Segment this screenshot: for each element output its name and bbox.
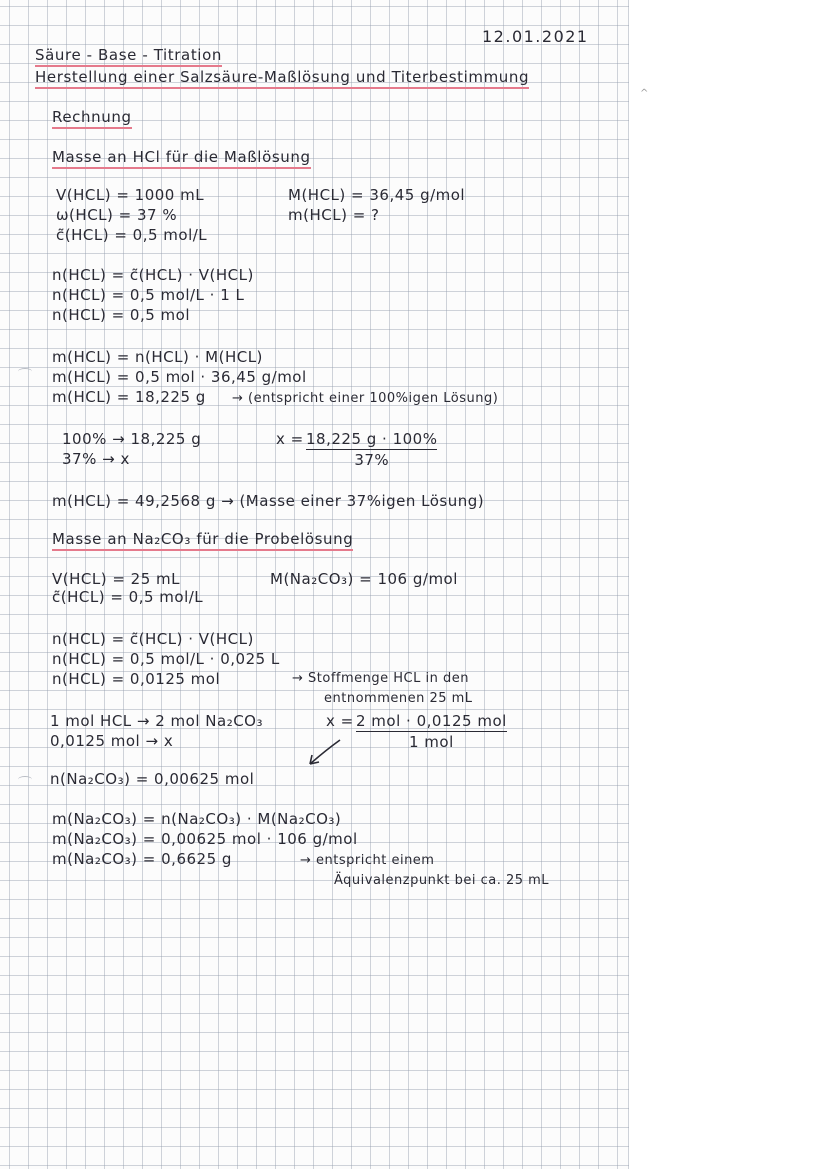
given-mass-fraction: ω(HCL) = 37 % (56, 206, 178, 224)
curved-arrow-icon (300, 738, 344, 768)
result-line: m(HCL) = 49,2568 g → (Masse einer 37%igen Lösung) (52, 492, 485, 510)
caret-mark-icon: ^ (640, 88, 649, 99)
ratio-line: 0,0125 mol → x (50, 732, 174, 750)
ratio-line: 1 mol HCL → 2 mol Na₂CO₃ (50, 712, 264, 730)
annotation-note: Äquivalenzpunkt bei ca. 25 mL (334, 873, 550, 888)
page-title: Säure - Base - Titration (35, 46, 222, 64)
annotation-note: → Stoffmenge HCL in den (292, 671, 469, 686)
fraction-denominator: 37% (354, 451, 390, 469)
punch-hole-mark (18, 776, 32, 783)
annotation-note: entnommenen 25 mL (324, 691, 473, 706)
given-concentration: c̃(HCL) = 0,5 mol/L (56, 226, 208, 244)
fraction-prefix: x = (326, 712, 354, 730)
ratio-line: 37% → x (62, 450, 130, 468)
page-edge-line (628, 0, 629, 1169)
calc-line: n(HCL) = 0,0125 mol (52, 670, 221, 688)
annotation-note: → entspricht einem (300, 853, 435, 868)
punch-hole-mark (18, 368, 32, 375)
annotation-note: → (entspricht einer 100%igen Lösung) (232, 391, 499, 406)
calc-line: m(Na₂CO₃) = 0,6625 g (52, 850, 232, 868)
calc-line: m(Na₂CO₃) = n(Na₂CO₃) · M(Na₂CO₃) (52, 810, 342, 828)
result-line: n(Na₂CO₃) = 0,00625 mol (50, 770, 255, 788)
part1-heading: Masse an HCl für die Maßlösung (52, 148, 311, 166)
calc-line: m(Na₂CO₃) = 0,00625 mol · 106 g/mol (52, 830, 358, 848)
given-volume: V(HCL) = 1000 mL (56, 186, 205, 204)
calc-line: m(HCL) = 18,225 g (52, 388, 206, 406)
given-concentration: c̃(HCL) = 0,5 mol/L (52, 588, 204, 606)
date-label: 12.01.2021 (482, 27, 589, 46)
calc-line: n(HCL) = 0,5 mol/L · 0,025 L (52, 650, 280, 668)
unknown-mass: m(HCL) = ? (288, 206, 380, 224)
ratio-line: 100% → 18,225 g (62, 430, 202, 448)
fraction-numerator: 18,225 g · 100% (306, 430, 438, 448)
calc-line: n(HCL) = c̃(HCL) · V(HCL) (52, 630, 254, 648)
calc-line: m(HCL) = 0,5 mol · 36,45 g/mol (52, 368, 307, 386)
calc-line: n(HCL) = c̃(HCL) · V(HCL) (52, 266, 254, 284)
part2-heading: Masse an Na₂CO₃ für die Probelösung (52, 530, 353, 548)
page-margin-blank (629, 0, 828, 1169)
calc-line: n(HCL) = 0,5 mol/L · 1 L (52, 286, 245, 304)
calc-line: m(HCL) = n(HCL) · M(HCL) (52, 348, 263, 366)
given-molar-mass: M(Na₂CO₃) = 106 g/mol (270, 570, 458, 588)
fraction-prefix: x = (276, 430, 304, 448)
calc-line: n(HCL) = 0,5 mol (52, 306, 191, 324)
fraction (306, 430, 437, 469)
fraction-denominator: 1 mol (409, 733, 454, 751)
given-molar-mass: M(HCL) = 36,45 g/mol (288, 186, 466, 204)
page-subtitle: Herstellung einer Salzsäure-Maßlösung und Titerbestimmung (35, 68, 529, 86)
fraction (356, 712, 507, 751)
section-heading-rechnung: Rechnung (52, 108, 132, 126)
fraction-numerator: 2 mol · 0,0125 mol (356, 712, 507, 730)
given-volume: V(HCL) = 25 mL (52, 570, 181, 588)
